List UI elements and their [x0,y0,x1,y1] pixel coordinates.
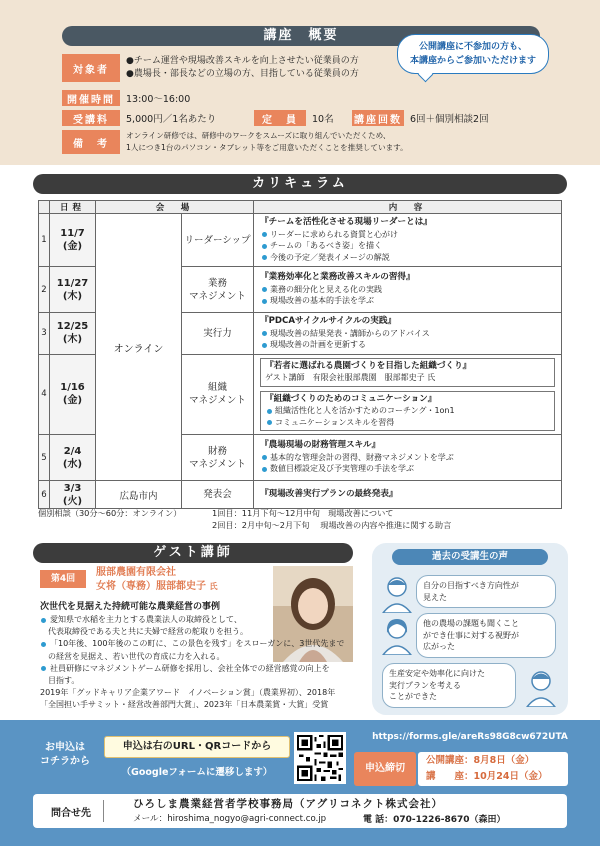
date-text: 11/7 [60,228,85,239]
table-header [39,201,50,214]
content-bullet: 今後の予定／発表イメージの解説 [260,252,555,264]
row-date [50,435,96,481]
deadline-course: 講 座：10月24日（金） [426,771,548,782]
content-bullet: コミュニケーションスキルを習得 [265,417,550,429]
open-course-bubble [397,34,549,74]
date-text: 2/4 [63,445,82,457]
category-line: 業務 [207,277,227,289]
participant-man-icon [380,573,414,613]
consult-first: 1回目：11月下旬～12月中旬 現場改善について [212,508,394,518]
individual-consultation [38,507,451,531]
time-value: 13:00～16:00 [126,94,191,105]
participant-man-icon [524,667,558,707]
venue-hiroshima: 広島市内 [96,481,182,509]
contact-label: 問合せ先 [51,808,91,819]
row-category [182,267,254,313]
table-header-row [39,201,562,214]
bio-line: 代表取締役である夫と共に夫婦で経営の舵取りを担う。 [40,627,248,637]
row-content [254,214,562,267]
note-lines [120,130,408,154]
row-number: 4 [39,354,50,435]
voices-title: 過去の受講生の声 [392,549,548,565]
date-text: 1/16 [60,382,85,394]
table-header: 内 容 [254,201,562,214]
category-line: 財務 [207,445,227,457]
voice-line: 実行プランを考える [389,680,461,690]
target-line: ●農場長・部長などの立場の方、目指している従業員の方 [126,69,359,79]
guest-name: 女将（専務）服部都史子 [96,581,206,592]
participant-woman-icon [380,615,414,655]
table-header: 日程 [50,201,96,214]
note-label: 備 考 [62,130,120,154]
count-label: 講座回数 [352,110,404,126]
row-content [254,435,562,481]
count-value: 6回＋個別相談2回 [410,114,489,125]
voice-line: 生産安定や効率化に向けた [389,669,485,678]
voice-bubble [416,613,556,658]
deadline-open-course: 公開講座：8月8日（金） [426,755,535,766]
content-bullet: 数値目標設定及び予実管理の手法を学ぶ [260,463,555,475]
day-text: (金) [62,395,83,407]
target-line: ●チーム運営や現場改善スキルを向上させたい従業員の方 [126,56,359,66]
bio-line: 2019年「グッドキャリア企業アワード イノベーション賞」（農業界初）、2018年 [40,688,336,698]
bio-line: 「全国担い手サミット・経営改善部門大賞」、2023年「日本農業賞・大賞」受賞 [40,700,329,710]
content-bullet: 業務の細分化と見える化の実践 [260,284,555,296]
row-content [254,313,562,355]
row-category: リーダーシップ [182,214,254,267]
table-row [39,481,562,509]
guest-title: ゲスト講師 [33,543,353,563]
communication-session-box [260,391,555,432]
curriculum-table [38,200,562,509]
row-content [254,354,562,435]
category-line: マネジメント [189,395,246,407]
row-number: 3 [39,313,50,355]
voice-bubble [382,663,516,708]
target-lines [120,55,359,81]
day-text: (水) [62,458,83,470]
deadline-label: 申込締切 [354,752,416,786]
row-date [50,214,96,267]
content-title: 『現場改善実行プランの最終発表』 [260,488,398,499]
deadline-dates [418,752,568,786]
contact-phone[interactable]: 電 話：070-1226-8670（森田） [363,815,506,825]
guest-subtitle: 次世代を見据えた持続可能な農業経営の事例 [40,602,221,612]
voice-bubble [416,575,556,608]
bio-line: 「10年後、100年後のこの町に、この景色を残す」をスローガンに、3世代先まで [40,638,360,650]
row-category: 実行力 [182,313,254,355]
overview-title: 講座 概要 [62,26,540,46]
voice-line: 他の農場の課題も聞くこと [423,619,519,628]
row-category [182,435,254,481]
content-title: 『若者に選ばれる農園づくりを目指した組織づくり』 [265,360,472,371]
apply-google-form-note: （Googleフォームに遷移します） [121,767,273,778]
note-line: 1人につき1台のパソコン・タブレット等をご用意いただくことを推奨しています。 [126,143,408,152]
row-number: 6 [39,481,50,509]
day-text: (火) [62,495,83,507]
content-title: 『業務効率化と業務改善スキルの習得』 [260,272,415,283]
note-line: オンライン研修では、研修中のワークをスムーズに取り組んでいただくため、 [126,131,391,140]
content-title: 『チームを活性化させる現場リーダーとは』 [260,217,432,227]
table-row [39,214,562,267]
bio-line: の経営を見据え、若い世代の育成に力を入れる。 [40,651,225,661]
row-date [50,313,96,355]
row-number: 2 [39,267,50,313]
time-row [62,90,190,106]
guest-biography [40,614,360,712]
content-bullet: 現場改善の結果発表・講師からのアドバイス [260,328,555,340]
bio-line: 目指す。 [40,676,80,686]
target-row [62,54,359,82]
bio-line: 愛知県で水稲を主力とする農業法人の取締役として、 [40,614,360,626]
fee-label: 受講料 [62,110,120,126]
day-text: (木) [62,334,83,346]
apply-here-label [27,732,103,778]
date-text: 12/25 [56,321,89,333]
category-line: マネジメント [189,458,246,470]
guest-org: 服部農園有限会社 [96,567,176,578]
table-header: 会 場 [96,201,254,214]
row-number: 1 [39,214,50,267]
capacity-value: 10名 [312,114,334,125]
contact-email[interactable]: メール：hiroshima_nogyo@agri-connect.co.jp [133,814,327,824]
content-bullet: 現場改善の基本的手法を学ぶ [260,295,555,307]
curriculum-title: カリキュラム [33,174,567,194]
guest-session-number: 第4回 [40,570,86,588]
voice-line: ができ仕事に対する視野が [423,630,519,640]
bio-line: 社員研修にマネジメントゲーム研修を採用し、会社全体での経営感覚の向上を [40,663,360,675]
guest-honorific: 氏 [209,582,218,591]
content-title: 『農場現場の財務管理スキル』 [260,440,381,451]
voice-line: ことができた [389,692,437,701]
row-content [254,267,562,313]
consult-label: 個別相談（30分～60分：オンライン） [38,508,182,518]
venue-online: オンライン [96,214,182,481]
row-number: 5 [39,435,50,481]
note-row [62,130,408,154]
content-bullet: リーダーに求められる資質と心がけ [260,229,555,241]
apply-line: コチラから [40,756,90,767]
voice-line: 見えた [423,592,447,602]
date-text: 3/3 [63,482,82,494]
fee-value: 5,000円／1名あたり [126,114,217,125]
apply-line: お申込は [45,742,85,753]
guest-lecturer-line: ゲスト講師 有限会社服部農園 服部都史子 氏 [265,373,436,382]
row-date [50,481,96,509]
content-bullet: 基本的な管理会計の習得、財務マネジメントを学ぶ [260,452,555,464]
capacity-label: 定 員 [254,110,306,126]
qr-code[interactable] [294,732,346,784]
row-date [50,267,96,313]
consult-second: 2回目：2月中旬～2月下旬 現場改善の内容や推進に関する助言 [212,520,452,530]
bubble-line: 本講座からご参加いただけます [409,56,536,66]
guest-session-box [260,358,555,387]
content-bullet: 現場改善の計画を更新する [260,339,555,351]
row-category: 発表会 [182,481,254,509]
contact-org: ひろしま農業経営者学校事務局（アグリコネクト株式会社） [133,798,443,810]
row-category [182,354,254,435]
row-date [50,354,96,435]
apply-instruction: 申込は右のURL・QRコードから [104,736,290,758]
contact-divider [103,800,104,822]
contact-box [33,794,567,828]
date-text: 11/27 [56,277,89,289]
form-url-link[interactable]: https://forms.gle/areRs98G8cw672UTA [372,732,568,742]
voice-line: 自分の目指すべき方向性が [423,581,519,590]
category-line: 組織 [207,382,227,394]
bubble-line: 公開講座に不参加の方も、 [418,42,527,52]
content-bullet: 組織活性化と人を活かすためのコーチング・1on1 [265,405,550,417]
past-participants-section [372,543,568,715]
day-text: (金) [62,241,83,252]
target-label: 対象者 [62,54,120,82]
guest-name-line [96,580,217,593]
content-title: 『PDCAサイクルサイクルの実践』 [260,316,397,326]
content-bullet: チームの「あるべき姿」を描く [260,240,555,252]
fee-row [62,110,489,126]
voice-line: 広がった [423,642,455,651]
category-line: マネジメント [189,290,246,302]
content-title: 『組織づくりのためのコミュニケーション』 [265,393,437,404]
row-content [254,481,562,509]
day-text: (木) [62,290,83,302]
time-label: 開催時間 [62,90,120,106]
